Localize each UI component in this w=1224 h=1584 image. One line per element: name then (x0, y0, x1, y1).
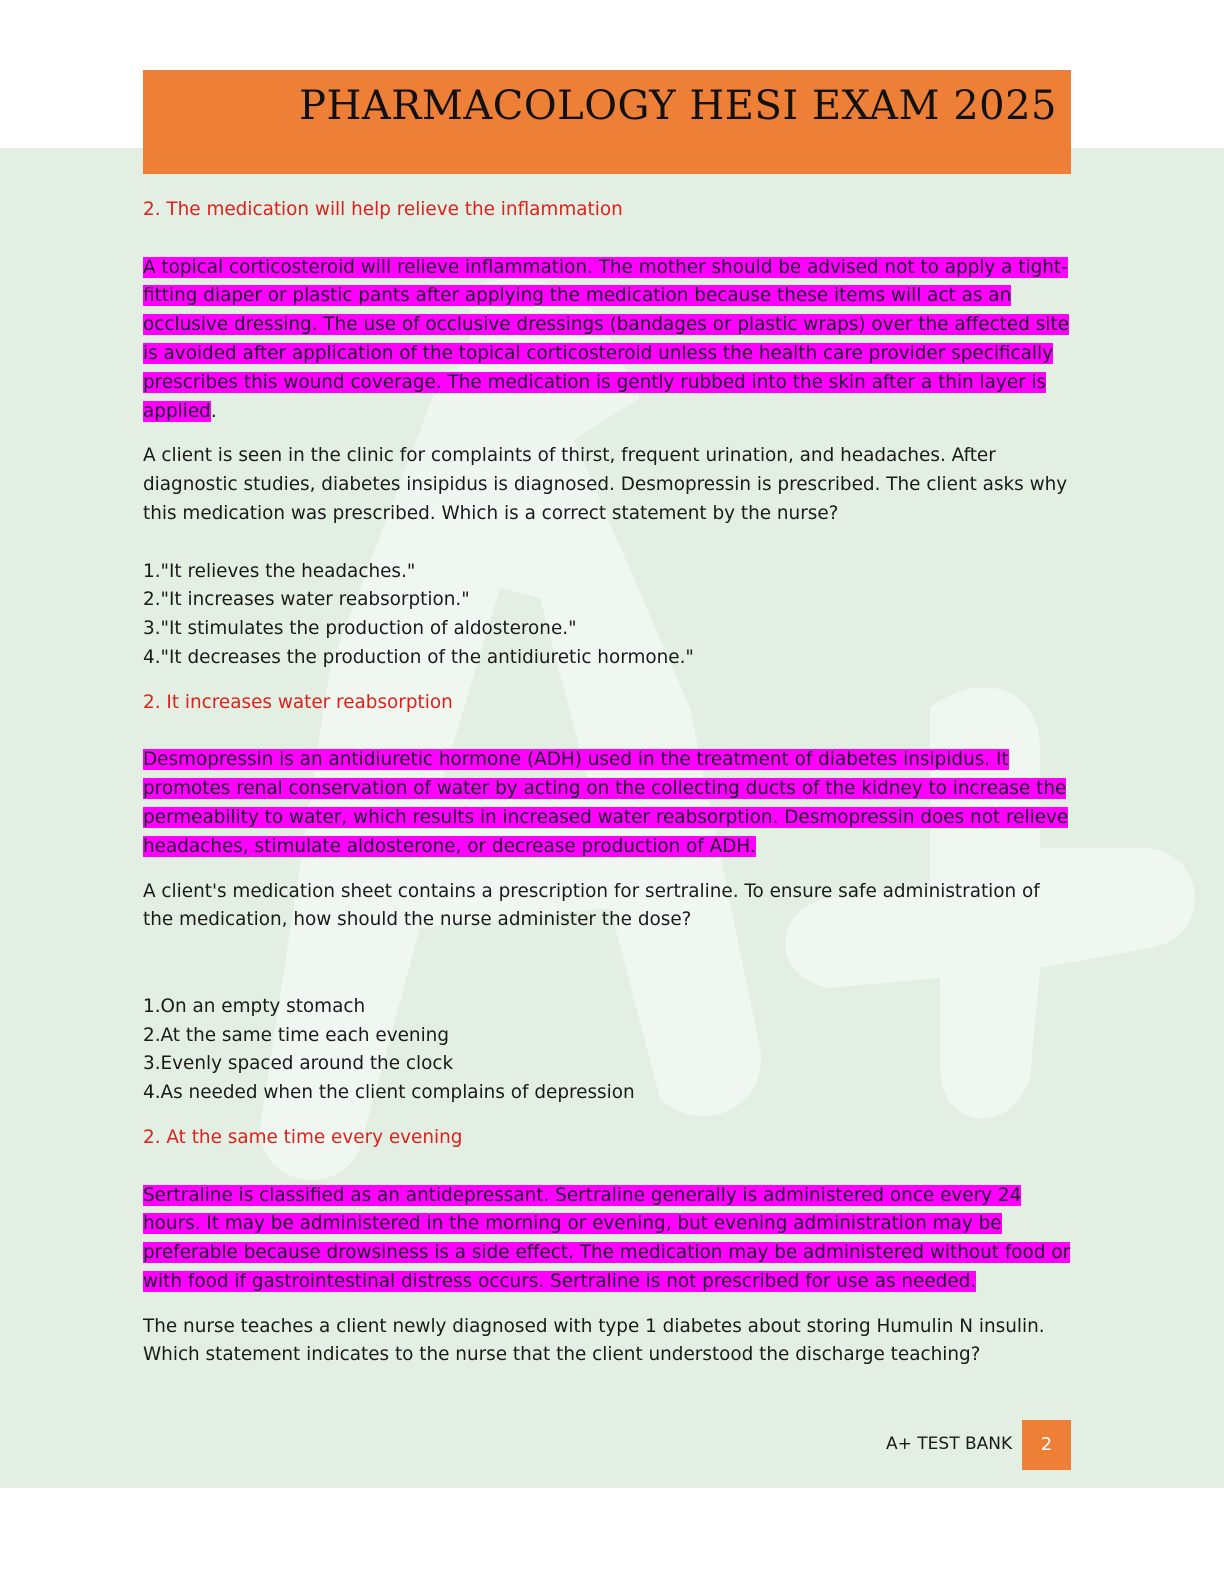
question-2: A client is seen in the clinic for complaints of thirst, frequent urination, and headaches. After diagnostic studies, diabetes insipidus is diagnosed. Desmopressin is prescribed. The client asks why this medication was prescribed. Which is a correct statement by the nurse? (143, 445, 1068, 524)
question-3-option: 1.On an empty stomach (143, 995, 366, 1017)
explanation-3 (143, 1182, 1071, 1297)
answer-2: 2. It increases water reabsorption (143, 691, 453, 713)
question-3-option: 3.Evenly spaced around the clock (143, 1053, 454, 1075)
explanation-1-tail: . (210, 400, 217, 422)
question-2-option: 2."It increases water reabsorption." (143, 589, 470, 611)
answer-1: 2. The medication will help relieve the inflammation (143, 199, 623, 220)
explanation-1-highlight: A topical corticosteroid will relieve inflammation. The mother should be advised not to apply a tight-fitting diaper or plastic pants after applying the medication because these items will act as an occlusive dressing. The use of occlusive dressings (bandages or plastic wraps) over the affected site is avoided after application of the topical corticosteroid unless the health care provider specifically prescribes this wound coverage. The medication is gently rubbed into the skin after a thin layer is applied (143, 256, 1069, 422)
question-2-options (143, 558, 1071, 673)
document-body (143, 196, 1071, 1370)
question-2-option: 1."It relieves the headaches." (143, 560, 416, 582)
page-header (143, 70, 1071, 174)
explanation-2-highlight: Desmopressin is an antidiuretic hormone (ADH) used in the treatment of diabetes insipidus. It promotes renal conservation of water by acting on the collecting ducts of the kidney to increase the permeability to water, which results in increased water reabsorption. Desmopressin does not relieve headaches, stimulate aldosterone, or decrease production of ADH. (143, 749, 1069, 857)
question-2-option: 3."It stimulates the production of aldosterone." (143, 618, 577, 640)
page-number: 2 (1022, 1420, 1071, 1470)
question-3: A client's medication sheet contains a prescription for sertraline. To ensure safe administration of the medication, how should the nurse administer the dose? (143, 880, 1040, 931)
question-3-option: 2.At the same time each evening (143, 1024, 450, 1046)
explanation-1 (143, 254, 1071, 427)
explanation-3-highlight: Sertraline is classified as an antidepressant. Sertraline generally is administered once every 24 hours. It may be administered in the morning or evening, but evening administration may be preferable because drowsiness is a side effect. The medication may be administered without food or with food if gastrointestinal distress occurs. Sertraline is not prescribed for use as needed. (143, 1184, 1071, 1292)
footer-label: A+ TEST BANK (886, 1434, 1013, 1454)
question-3-options (143, 993, 1071, 1108)
question-3-option: 4.As needed when the client complains of depression (143, 1082, 635, 1104)
answer-3: 2. At the same time every evening (143, 1126, 463, 1148)
question-2-option: 4."It decreases the production of the antidiuretic hormone." (143, 646, 694, 668)
explanation-2 (143, 746, 1071, 861)
page-title: PHARMACOLOGY HESI EXAM 2025 (299, 83, 1057, 129)
question-4: The nurse teaches a client newly diagnosed with type 1 diabetes about storing Humulin N insulin. Which statement indicates to the nurse that the client understood the discharge teaching? (143, 1315, 1045, 1366)
